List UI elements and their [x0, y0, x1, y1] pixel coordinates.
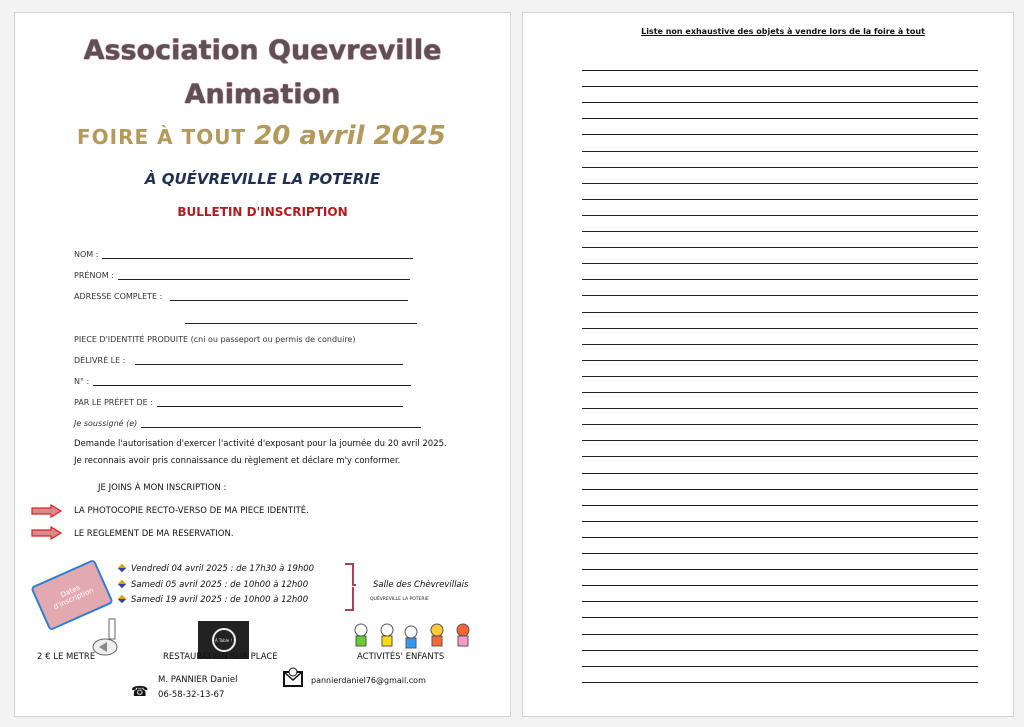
writing-line[interactable]	[582, 102, 978, 103]
joins-item-id-copy: LA PHOTOCOPIE RECTO-VERSO DE MA PIECE IDENTITÉ.	[74, 506, 309, 516]
writing-line[interactable]	[582, 424, 978, 425]
writing-line[interactable]	[582, 376, 978, 377]
writing-line[interactable]	[582, 585, 978, 586]
writing-line[interactable]	[582, 408, 978, 409]
piece-label: PIECE D'IDENTITÉ PRODUITE (cni ou passeport ou permis de conduire)	[74, 335, 356, 344]
brace-icon	[343, 562, 357, 612]
event-name: FOIRE À TOUT	[77, 125, 247, 149]
arrow-right-icon	[31, 504, 63, 518]
tape-measure-icon	[91, 617, 123, 657]
email-icon	[282, 666, 304, 688]
prenom-field[interactable]	[74, 271, 410, 280]
writing-line[interactable]	[582, 360, 978, 361]
delivre-field[interactable]	[74, 356, 403, 365]
writing-line[interactable]	[582, 134, 978, 135]
restauration-label: RESTAURATION SUR PLACE	[163, 652, 278, 662]
statement-rules: Je reconnais avoir pris connaissance du règlement et déclare m'y conformer.	[74, 456, 401, 466]
writing-line[interactable]	[582, 666, 978, 667]
date-item: Vendredi 04 avril 2025 : de 17h30 à 19h00	[119, 564, 314, 574]
nom-field[interactable]	[74, 250, 413, 259]
prefet-label: PAR LE PRÉFET DE :	[74, 398, 153, 407]
joins-heading: JE JOINS À MON INSCRIPTION :	[98, 483, 227, 493]
numero-label: N° :	[74, 377, 90, 386]
contact-phone[interactable]: 06-58-32-13-67	[158, 690, 225, 700]
contact-name: M. PANNIER Daniel	[158, 675, 238, 685]
writing-line[interactable]	[582, 569, 978, 570]
list-title: Liste non exhaustive des objets à vendre lors de la foire à tout	[641, 27, 925, 36]
event-heading	[77, 121, 446, 151]
soussigne-field[interactable]	[74, 419, 421, 428]
price-per-meter: 2 € LE METRE	[37, 652, 96, 662]
form-title: BULLETIN D'INSCRIPTION	[177, 205, 348, 219]
venue-name: Salle des Chèvrevillais	[373, 580, 469, 590]
date-item: Samedi 05 avril 2025 : de 10h00 à 12h00	[119, 580, 308, 590]
writing-line[interactable]	[582, 650, 978, 651]
writing-line[interactable]	[582, 328, 978, 329]
prenom-label: PRÉNOM :	[74, 271, 114, 280]
date-item: Samedi 19 avril 2025 : de 10h00 à 12h00	[119, 595, 308, 605]
adresse-label: ADRESSE COMPLETE :	[74, 292, 163, 301]
writing-line[interactable]	[582, 167, 978, 168]
writing-line[interactable]	[582, 473, 978, 474]
delivre-label: DÉLIVRÉ LE :	[74, 356, 126, 365]
joins-item-payment: LE REGLEMENT DE MA RESERVATION.	[74, 529, 234, 539]
writing-line[interactable]	[582, 215, 978, 216]
writing-line[interactable]	[582, 634, 978, 635]
writing-line[interactable]	[582, 682, 978, 683]
plate-text: À Table !	[212, 628, 236, 652]
venue-town: QUÉVREVILLE LA POTERIE	[370, 597, 429, 602]
writing-line[interactable]	[582, 553, 978, 554]
contact-email[interactable]: pannierdaniel76@gmail.com	[311, 676, 426, 685]
writing-line[interactable]	[582, 151, 978, 152]
writing-line[interactable]	[582, 279, 978, 280]
association-subtitle: Animation	[184, 79, 341, 110]
writing-line[interactable]	[582, 295, 978, 296]
adresse-field[interactable]	[74, 292, 408, 301]
writing-line[interactable]	[582, 183, 978, 184]
page-registration-form	[14, 12, 511, 717]
statement-authorization: Demande l'autorisation d'exercer l'activité d'exposant pour la journée du 20 avril 2025.	[74, 439, 447, 449]
adresse-line-2[interactable]	[185, 323, 417, 324]
writing-line[interactable]	[582, 231, 978, 232]
writing-line[interactable]	[582, 344, 978, 345]
writing-line[interactable]	[582, 537, 978, 538]
dates-badge: Dates d'inscription	[30, 559, 113, 631]
writing-line[interactable]	[582, 440, 978, 441]
numero-field[interactable]	[74, 377, 411, 386]
writing-line[interactable]	[582, 247, 978, 248]
writing-line[interactable]	[582, 118, 978, 119]
writing-line[interactable]	[582, 505, 978, 506]
writing-line[interactable]	[582, 70, 978, 71]
phone-icon: ☎	[131, 684, 149, 700]
writing-line[interactable]	[582, 456, 978, 457]
arrow-right-icon	[31, 526, 63, 540]
page-item-list	[522, 12, 1014, 717]
writing-line[interactable]	[582, 392, 978, 393]
nom-label: NOM :	[74, 250, 99, 259]
writing-line[interactable]	[582, 521, 978, 522]
event-location: À QUÉVREVILLE LA POTERIE	[144, 170, 381, 188]
writing-line[interactable]	[582, 601, 978, 602]
writing-line[interactable]	[582, 199, 978, 200]
soussigne-label: Je soussigné (e)	[74, 419, 138, 428]
writing-line[interactable]	[582, 617, 978, 618]
writing-line[interactable]	[582, 312, 978, 313]
writing-line[interactable]	[582, 86, 978, 87]
association-title: Association Quevreville	[83, 35, 442, 66]
writing-line[interactable]	[582, 263, 978, 264]
activities-label: ACTIVITÉS' ENFANTS	[357, 652, 445, 662]
prefet-field[interactable]	[74, 398, 403, 407]
event-date: 20 avril 2025	[254, 121, 446, 151]
writing-line[interactable]	[582, 489, 978, 490]
